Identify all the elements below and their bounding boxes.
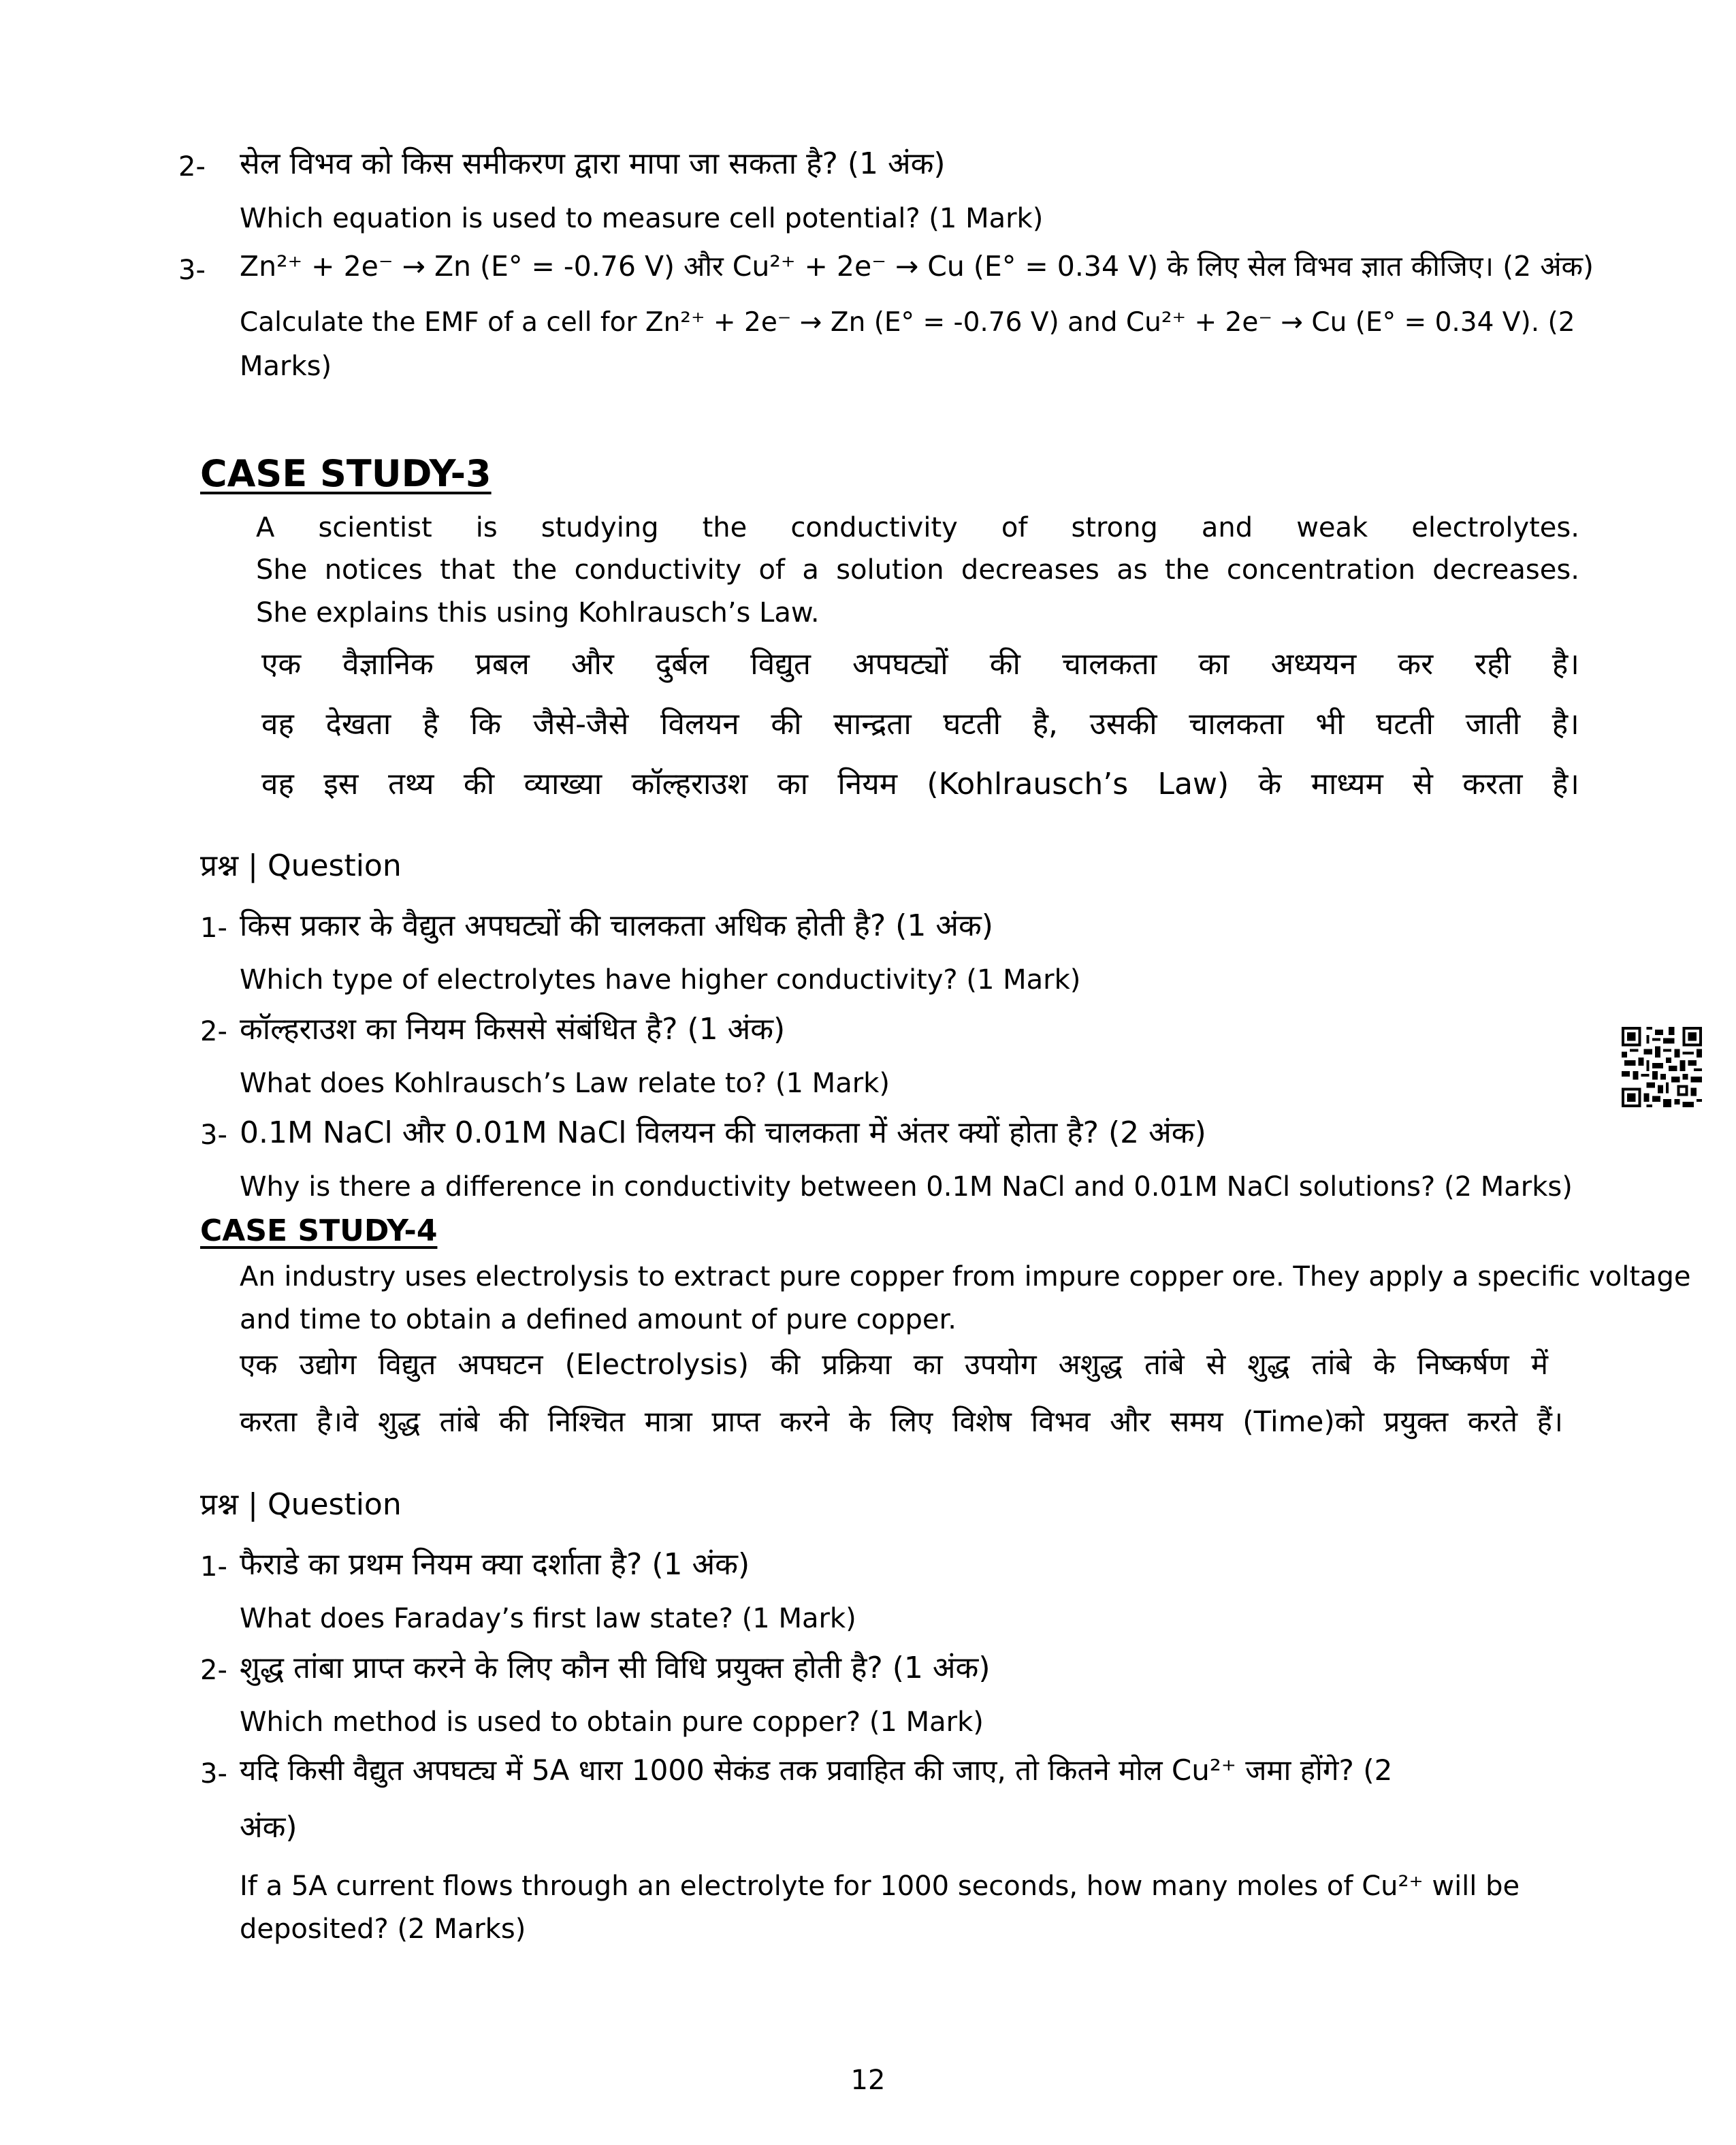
question-number: 3-: [200, 1758, 227, 1790]
word: अध्ययन: [1270, 647, 1357, 682]
word: notices: [324, 554, 423, 586]
word: उसकी: [1089, 707, 1157, 742]
question-hindi: यदि किसी वैद्युत अपघट्य में 5A धारा 1000 सेकंड तक प्रवाहित की जाए, तो कितने मोल Cu²⁺ जमा होंगे? (2: [240, 1753, 1393, 1787]
word: की: [771, 1348, 801, 1381]
word: विद्युत: [378, 1348, 436, 1381]
word: की: [498, 1405, 529, 1438]
word: concentration: [1226, 554, 1415, 586]
question-label: प्रश्न | Question: [200, 848, 402, 883]
word: decreases: [961, 554, 1099, 586]
word: चालकता: [1061, 647, 1157, 682]
word: वैज्ञानिक: [342, 647, 434, 682]
question-number: 2-: [200, 1016, 227, 1047]
case-study-paragraph-hi: [240, 1347, 1548, 1383]
word: scientist: [318, 512, 432, 543]
word: अपघट्यों: [852, 647, 948, 682]
word: जैसे-जैसे: [532, 707, 629, 742]
word: कॉल्हराउश: [631, 767, 748, 801]
question-english: deposited? (2 Marks): [240, 1913, 526, 1945]
case-study-paragraph-en: [256, 553, 1579, 587]
word: है: [422, 707, 439, 742]
word: करते: [1467, 1405, 1518, 1438]
word: प्रबल: [475, 647, 530, 682]
question-english: What does Kohlrausch’s Law relate to? (1 Mark): [240, 1068, 890, 1099]
question-english: Which type of electrolytes have higher conductivity? (1 Mark): [240, 964, 1081, 996]
word: strong: [1071, 512, 1158, 543]
question-hindi: कॉल्हराउश का नियम किससे संबंधित है? (1 अंक): [240, 1012, 786, 1047]
word: वह: [261, 767, 294, 801]
question-hindi: किस प्रकार के वैद्युत अपघट्यों की चालकता अधिक होती है? (1 अंक): [240, 908, 993, 943]
word: चालकता: [1189, 707, 1284, 742]
question-english: Which method is used to obtain pure copper? (1 Mark): [240, 1706, 984, 1738]
word: मात्रा: [644, 1405, 692, 1438]
word: विलयन: [660, 707, 739, 742]
word: से: [1413, 767, 1433, 801]
word: as: [1116, 554, 1148, 586]
case-study-3-title: CASE STUDY-3: [200, 452, 492, 495]
word: प्राप्त: [711, 1405, 760, 1438]
word: है।: [1552, 767, 1579, 801]
word: A: [256, 512, 275, 543]
page-number: 12: [850, 2065, 886, 2096]
word: प्रक्रिया: [822, 1348, 892, 1381]
word: इस: [323, 767, 359, 801]
word: तांबे: [1311, 1348, 1352, 1381]
word: Law): [1157, 767, 1229, 801]
word: and: [1201, 512, 1253, 543]
word: करने: [779, 1405, 830, 1438]
word: the: [1164, 554, 1210, 586]
question-number: 2-: [200, 1655, 227, 1686]
word: के: [1373, 1348, 1396, 1381]
case-study-paragraph-hi: [261, 705, 1579, 743]
word: घटती: [1376, 707, 1434, 742]
word: She: [256, 554, 308, 586]
word: electrolytes.: [1411, 512, 1579, 543]
word: a: [802, 554, 819, 586]
word: में: [1530, 1348, 1548, 1381]
word: उपयोग: [964, 1348, 1037, 1381]
word: के: [1258, 767, 1282, 801]
word: conductivity: [574, 554, 742, 586]
word: शुद्ध: [1247, 1348, 1290, 1381]
question-english: What does Faraday’s first law state? (1 Mark): [240, 1603, 856, 1634]
word: व्याख्या: [524, 767, 602, 801]
word: of: [758, 554, 786, 586]
question-hindi: सेल विभव को किस समीकरण द्वारा मापा जा सकता है? (1 अंक): [240, 146, 946, 181]
word: की: [771, 707, 802, 742]
word: के: [848, 1405, 871, 1438]
word: decreases.: [1432, 554, 1579, 586]
question-english: Marks): [240, 351, 332, 382]
word: भी: [1315, 707, 1345, 742]
word: (Time)को: [1242, 1405, 1364, 1438]
word: the: [702, 512, 748, 543]
case-study-4-title: CASE STUDY-4: [200, 1213, 438, 1248]
word: का: [913, 1348, 943, 1381]
word: एक: [261, 647, 302, 682]
question-english: Which equation is used to measure cell potential? (1 Mark): [240, 203, 1044, 234]
word: दुर्बल: [655, 647, 709, 682]
case-study-paragraph-hi: [240, 1404, 1563, 1440]
question-hindi: शुद्ध तांबा प्राप्त करने के लिए कौन सी विधि प्रयुक्त होती है? (1 अंक): [240, 1651, 991, 1685]
question-hindi: फैराडे का प्रथम नियम क्या दर्शाता है? (1 अंक): [240, 1547, 750, 1582]
word: माध्यम: [1311, 767, 1383, 801]
word: विद्युत: [750, 647, 811, 682]
word: कर: [1398, 647, 1434, 682]
word: और: [1110, 1405, 1151, 1438]
question-hindi: अंक): [240, 1810, 298, 1845]
word: करता: [240, 1405, 298, 1438]
question-label: प्रश्न | Question: [200, 1487, 402, 1522]
word: का: [777, 767, 809, 801]
word: अशुद्ध: [1058, 1348, 1123, 1381]
case-study-paragraph-en: She explains this using Kohlrausch’s Law.: [256, 597, 820, 629]
word: से: [1206, 1348, 1226, 1381]
word: नियम: [837, 767, 898, 801]
word: निष्कर्षण: [1417, 1348, 1509, 1381]
word: solution: [836, 554, 944, 586]
question-english: If a 5A current flows through an electrolyte for 1000 seconds, how many moles of Cu²⁺ will be: [240, 1871, 1520, 1902]
question-number: 3-: [200, 1119, 227, 1151]
word: और: [570, 647, 614, 682]
word: शुद्ध: [377, 1405, 421, 1438]
word: weak: [1296, 512, 1368, 543]
word: समय: [1170, 1405, 1223, 1438]
word: प्रयुक्त: [1383, 1405, 1449, 1438]
word: वह: [261, 707, 294, 742]
word: का: [1198, 647, 1229, 682]
case-study-paragraph-en: and time to obtain a defined amount of pure copper.: [240, 1304, 957, 1335]
word: है।: [1552, 707, 1579, 742]
word: उद्योग: [299, 1348, 357, 1381]
word: विभव: [1031, 1405, 1091, 1438]
word: सान्द्रता: [833, 707, 912, 742]
word: रही: [1475, 647, 1511, 682]
word: एक: [240, 1348, 278, 1381]
word: is: [475, 512, 498, 543]
question-english: Calculate the EMF of a cell for Zn²⁺ + 2e⁻ → Zn (E° = -0.76 V) and Cu²⁺ + 2e⁻ → Cu (E° = 0.34 V). (2: [240, 307, 1575, 338]
word: the: [512, 554, 558, 586]
word: हैं।: [1537, 1405, 1563, 1438]
word: अपघटन: [457, 1348, 543, 1381]
word: घटती: [943, 707, 1001, 742]
word: कि: [470, 707, 502, 742]
qr-code-icon[interactable]: [1622, 1027, 1702, 1107]
question-number: 2-: [178, 151, 206, 182]
word: करता: [1462, 767, 1523, 801]
word: की: [463, 767, 495, 801]
word: विशेष: [952, 1405, 1012, 1438]
word: conductivity: [790, 512, 958, 543]
case-study-paragraph-hi: [261, 646, 1579, 683]
word: (Electrolysis): [564, 1348, 750, 1381]
word: जाती: [1465, 707, 1521, 742]
case-study-paragraph-hi: [261, 765, 1579, 803]
word: निश्चित: [547, 1405, 626, 1438]
word: तथ्य: [387, 767, 434, 801]
question-number: 3-: [178, 255, 206, 286]
word: है,: [1032, 707, 1058, 742]
word: studying: [541, 512, 659, 543]
word: that: [440, 554, 496, 586]
word: तांबे: [1144, 1348, 1185, 1381]
word: of: [1001, 512, 1028, 543]
case-study-paragraph-en: An industry uses electrolysis to extract pure copper from impure copper ore. They apply a specific voltage: [240, 1261, 1691, 1292]
word: लिए: [890, 1405, 933, 1438]
question-number: 1-: [200, 1551, 227, 1583]
word: की: [989, 647, 1020, 682]
question-hindi: Zn²⁺ + 2e⁻ → Zn (E° = -0.76 V) और Cu²⁺ + 2e⁻ → Cu (E° = 0.34 V) के लिए सेल विभव ज्ञात कीजिए। (2 अंक): [240, 250, 1594, 283]
word: तांबे: [439, 1405, 480, 1438]
word: देखता: [325, 707, 391, 742]
question-number: 1-: [200, 912, 227, 944]
word: है।वे: [316, 1405, 359, 1438]
case-study-paragraph-en: [256, 511, 1579, 545]
word: (Kohlrausch’s: [927, 767, 1129, 801]
question-hindi: 0.1M NaCl और 0.01M NaCl विलयन की चालकता में अंतर क्यों होता है? (2 अंक): [240, 1115, 1206, 1150]
word: है।: [1552, 647, 1579, 682]
question-english: Why is there a difference in conductivity between 0.1M NaCl and 0.01M NaCl solutions? (2 Marks): [240, 1171, 1573, 1203]
